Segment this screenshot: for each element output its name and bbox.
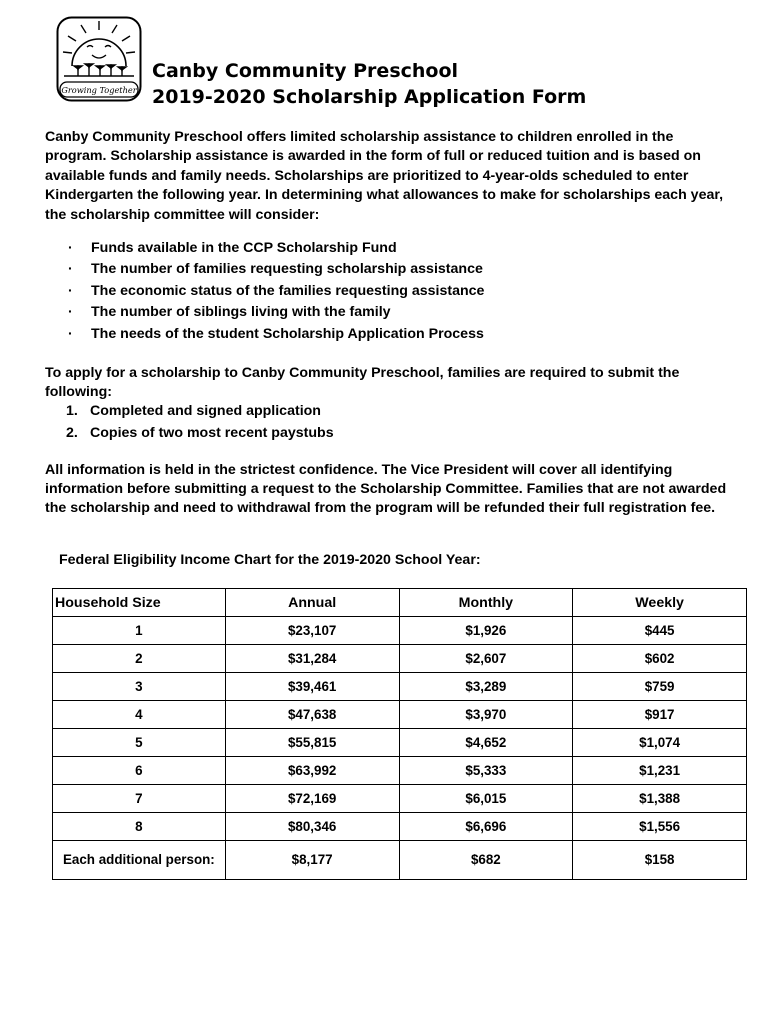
list-item: [66, 422, 334, 444]
item-text: Copies of two most recent paystubs: [90, 425, 334, 441]
column-header: Weekly: [573, 589, 747, 617]
table-cell: $6,015: [399, 785, 573, 813]
table-cell: $31,284: [225, 645, 399, 673]
table-cell: $1,926: [399, 617, 573, 645]
sun-flowers-logo-icon: [56, 16, 142, 102]
table-cell: $759: [573, 673, 747, 701]
table-cell: $2,607: [399, 645, 573, 673]
table-cell: 4: [53, 701, 226, 729]
confidentiality-paragraph: All information is held in the strictest confidence. The Vice President will cover all identifying information before submitting a request to the Scholarship Committee. Families that are not awarded the scholarship and need to withdrawal from the program will be refunded their full registration fee.: [45, 462, 727, 517]
table-cell: 2: [53, 645, 226, 673]
table-cell: $3,289: [399, 673, 573, 701]
list-item: · The needs of the student Scholarship Application Process: [66, 324, 484, 345]
table-row: [53, 701, 747, 729]
table-cell: $3,970: [399, 701, 573, 729]
table-cell: $1,074: [573, 729, 747, 757]
item-number: 1.: [66, 403, 78, 419]
header: [152, 58, 586, 110]
table-cell: $1,388: [573, 785, 747, 813]
table-row: [53, 813, 747, 841]
table-cell: $1,231: [573, 757, 747, 785]
table-cell: $158: [573, 841, 747, 880]
table-row: [53, 673, 747, 701]
table-cell: $602: [573, 645, 747, 673]
considerations-list: [66, 238, 484, 345]
table-row: [53, 785, 747, 813]
table-row: [53, 757, 747, 785]
column-header: Annual: [225, 589, 399, 617]
table-cell: Each additional person:: [53, 841, 226, 880]
table-cell: 6: [53, 757, 226, 785]
table-cell: $39,461: [225, 673, 399, 701]
table-cell: $23,107: [225, 617, 399, 645]
income-chart-title: Federal Eligibility Income Chart for the 2019-2020 School Year:: [59, 552, 481, 568]
table-cell: $55,815: [225, 729, 399, 757]
table-cell: $445: [573, 617, 747, 645]
apply-paragraph: To apply for a scholarship to Canby Community Preschool, families are required to submit the following:: [45, 365, 680, 400]
table-cell: 7: [53, 785, 226, 813]
table-row: [53, 841, 747, 880]
table-cell: $682: [399, 841, 573, 880]
list-item: · Funds available in the CCP Scholarship Fund: [66, 238, 484, 259]
table-cell: 3: [53, 673, 226, 701]
intro-paragraph: Canby Community Preschool offers limited scholarship assistance to children enrolled in the program. Scholarship assistance is awarded in the form of full or reduced tuition and is based on available funds and family needs. Scholarships are prioritized to 4-year-olds scheduled to enter Kindergarten the following year. In determining what allowances to make for scholarships each year, the scholarship committee will consider:: [45, 129, 724, 223]
table-cell: $63,992: [225, 757, 399, 785]
table-cell: $47,638: [225, 701, 399, 729]
table-cell: $917: [573, 701, 747, 729]
table-cell: $1,556: [573, 813, 747, 841]
table-cell: $72,169: [225, 785, 399, 813]
income-table: [52, 588, 747, 880]
table-header-row: [53, 589, 747, 617]
preschool-logo: [56, 16, 142, 102]
table-row: [53, 729, 747, 757]
table-cell: $6,696: [399, 813, 573, 841]
table-cell: $8,177: [225, 841, 399, 880]
org-name: Canby Community Preschool: [152, 60, 459, 82]
list-item: · The number of families requesting scholarship assistance: [66, 259, 484, 280]
logo-caption: Growing Together: [61, 85, 137, 95]
page-title: 2019-2020 Scholarship Application Form: [152, 86, 587, 108]
table-cell: 1: [53, 617, 226, 645]
table-row: [53, 645, 747, 673]
list-item: · The number of siblings living with the family: [66, 302, 484, 323]
column-header: Household Size: [53, 589, 226, 617]
list-item: · The economic status of the families requesting assistance: [66, 281, 484, 302]
table-cell: $80,346: [225, 813, 399, 841]
table-cell: 5: [53, 729, 226, 757]
list-item: [66, 400, 334, 422]
table-cell: $5,333: [399, 757, 573, 785]
column-header: Monthly: [399, 589, 573, 617]
table-cell: 8: [53, 813, 226, 841]
table-cell: $4,652: [399, 729, 573, 757]
requirements-list: [66, 400, 334, 444]
item-text: Completed and signed application: [90, 403, 321, 419]
table-row: [53, 617, 747, 645]
item-number: 2.: [66, 425, 78, 441]
